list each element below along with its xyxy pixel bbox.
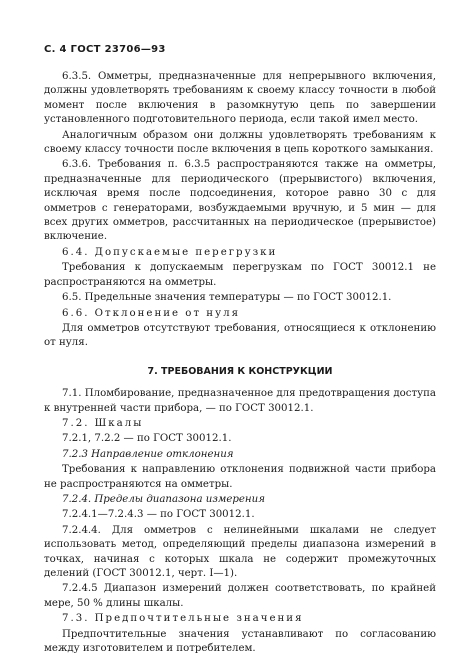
- paragraph-7-2-4-4: 7.2.4.4. Для омметров с нелинейными шкалами не следует использовать метод, определяющий пределы диапазона измерений в точках, начиная с которых шкала не содержит промежуточных делений (ГОСТ 30012.1, черт. I—1).: [44, 524, 436, 579]
- paragraph-7-1: 7.1. Пломбирование, предназначенное для предотвращения доступа к внутренней части прибора, — по ГОСТ 30012.1.: [44, 388, 436, 414]
- section-heading-7: 7. ТРЕБОВАНИЯ К КОНСТРУКЦИИ: [147, 365, 333, 377]
- paragraph-6-6: Для омметров отсутствуют требования, относящиеся к отклонению от нуля.: [44, 322, 436, 349]
- paragraph-7-2-1: 7.2.1, 7.2.2 — по ГОСТ 30012.1.: [62, 433, 232, 445]
- heading-7-2-3: 7.2.3 Направление отклонения: [62, 448, 234, 460]
- document-body: [44, 70, 436, 657]
- paragraph-7-2-4-1: 7.2.4.1—7.2.4.3 — по ГОСТ 30012.1.: [62, 509, 255, 521]
- heading-7-3: 7.3. Предпочтительные значения: [62, 613, 304, 625]
- paragraph-7-3: Предпочтительные значения устанавливают по согласованию между изготовителем и потребителем.: [44, 628, 436, 655]
- heading-7-2-4: 7.2.4. Пределы диапазона измерения: [62, 493, 265, 505]
- heading-6-4: 6.4. Допускаемые перегрузки: [62, 246, 278, 258]
- paragraph-7-2-3: Требования к направлению отклонения подвижной части прибора не распространяются на омметры.: [44, 464, 436, 490]
- paragraph-7-2-4-5: 7.2.4.5 Диапазон измерений должен соответствовать, по крайней мере, 50 % длины шкалы.: [44, 583, 436, 609]
- paragraph-6-3-5: 6.3.5. Омметры, предназначенные для непрерывного включения, должны удовлетворять требованиям к своему классу точности в любой момент после включения в разомкнутую цепь по завершении установленного подготовительного периода, если такой имел место.: [44, 71, 436, 126]
- paragraph-6-3-6: 6.3.6. Требования п. 6.3.5 распространяются также на омметры, предназначенные для периодического (прерывистого) включения, исключая время после подсоединения, которое равно 30 с для омметров с генераторами, возбуждаемыми вручную, и 5 мин — для всех других омметров, рассчитанных на периодическое (прерывистое) включение.: [44, 159, 436, 243]
- heading-7-2: 7.2. Шкалы: [62, 417, 144, 429]
- page-header: С. 4 ГОСТ 23706—93: [44, 44, 166, 55]
- paragraph-6-5: 6.5. Предельные значения температуры — по ГОСТ 30012.1.: [62, 292, 392, 304]
- heading-6-6: 6.6. Отклонение от нуля: [62, 307, 240, 319]
- paragraph-6-3-5-continued: Аналогичным образом они должны удовлетворять требованиям к своему классу точности после включения в цепь короткого замыкания.: [44, 129, 436, 156]
- paragraph-6-4: Требования к допускаемым перегрузкам по ГОСТ 30012.1 не распространяются на омметры.: [44, 262, 436, 288]
